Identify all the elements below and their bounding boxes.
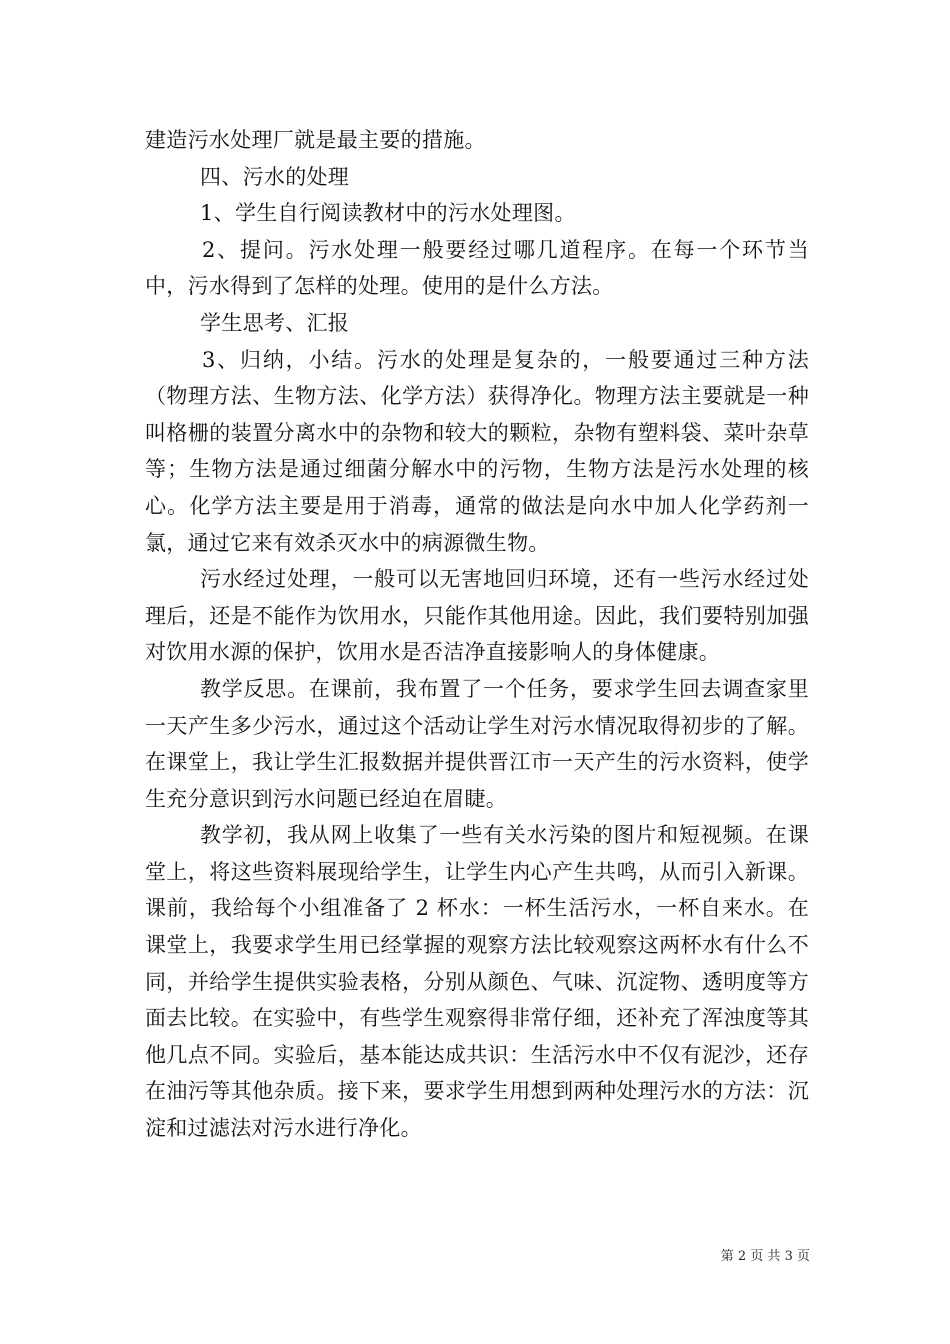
paragraph-step-2: 2、提问。污水处理一般要经过哪几道程序。在每一个环节当中，污水得到了怎样的处理。使用的是什么方法。 bbox=[145, 237, 809, 299]
paragraph-intro-end: 建造污水处理厂就是最主要的措施。 bbox=[145, 128, 486, 152]
paragraph-teaching-reflection: 教学反思。在课前，我布置了一个任务，要求学生回去调查家里一天产生多少污水，通过这个活动让学生对污水情况取得初步的了解。在课堂上，我让学生汇报数据并提供晋江市一天产生的污水资料，使学生充分意识到污水问题已经迫在眉睫。 bbox=[145, 676, 809, 811]
paragraph-teaching-start: 教学初，我从网上收集了一些有关水污染的图片和短视频。在课堂上，将这些资料展现给学生，让学生内心产生共鸣，从而引入新课。课前，我给每个小组准备了 2 杯水：一杯生活污水，一杯自来水。在课堂上，我要求学生用已经掌握的观察方法比较观察这两杯水有什么不同，并给学生提供实验表格，分别从颜色、气味、沉淀物、透明度等方面去比较。在实验中，有些学生观察得非常仔细，还补充了浑浊度等其他几点不同。实验后，基本能达成共识：生活污水中不仅有泥沙，还存在油污等其他杂质。接下来，要求学生用想到两种处理污水的方法：沉淀和过滤法对污水进行净化。 bbox=[145, 823, 809, 1141]
paragraph-step-3: 3、归纳，小结。污水的处理是复杂的，一般要通过三种方法（物理方法、生物方法、化学方法）获得净化。物理方法主要就是一种叫格栅的装置分离水中的杂物和较大的颗粒，杂物有塑料袋、菜叶杂草等；生物方法是通过细菌分解水中的污物，生物方法是污水处理的核心。化学方法主要是用于消毒，通常的做法是向水中加人化学药剂一氯，通过它来有效杀灭水中的病源微生物。 bbox=[145, 347, 809, 555]
paragraph-student-report: 学生思考、汇报 bbox=[200, 310, 350, 335]
page-number: 第 2 页 共 3 页 bbox=[720, 1249, 810, 1264]
paragraph-after-treatment: 污水经过处理，一般可以无害地回归环境，还有一些污水经过处理后，还是不能作为饮用水，只能作其他用途。因此，我们要特别加强对饮用水源的保护，饮用水是否洁净直接影响人的身体健康。 bbox=[145, 567, 809, 665]
paragraph-step-1: 1、学生自行阅读教材中的污水处理图。 bbox=[200, 201, 576, 226]
section-heading-sewage-treatment: 四、污水的处理 bbox=[200, 164, 350, 189]
document-body bbox=[145, 122, 809, 1147]
